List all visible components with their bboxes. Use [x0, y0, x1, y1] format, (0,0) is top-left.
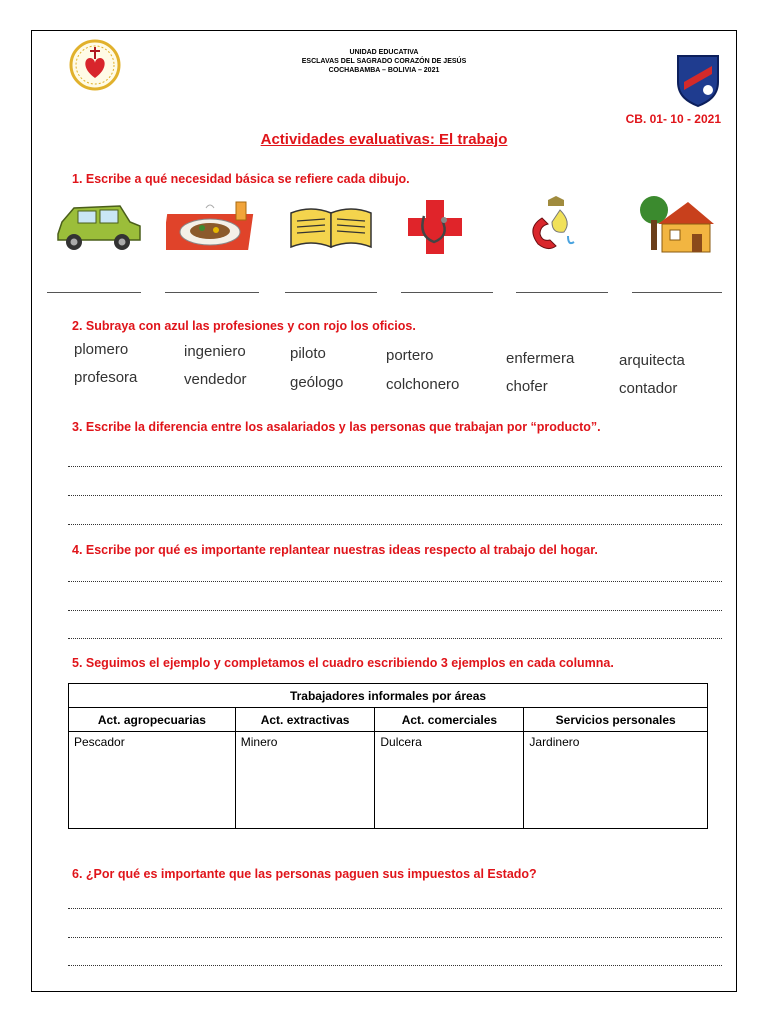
table-header: Act. comerciales — [375, 708, 524, 732]
table-cell[interactable]: Minero — [235, 732, 375, 829]
answer-line-2[interactable] — [165, 292, 259, 293]
answer-dotted-line[interactable] — [68, 610, 722, 611]
book-icon — [287, 205, 375, 251]
table-cell[interactable]: Dulcera — [375, 732, 524, 829]
answer-line-4[interactable] — [401, 292, 493, 293]
answer-line-1[interactable] — [47, 292, 141, 293]
table-cell[interactable]: Pescador — [69, 732, 236, 829]
word-item[interactable]: enfermera — [506, 350, 575, 367]
word-item[interactable]: piloto — [290, 345, 326, 362]
word-item[interactable]: chofer — [506, 378, 548, 395]
header-location: COCHABAMBA – BOLIVIA – 2021 — [328, 67, 440, 74]
table-row — [69, 732, 708, 829]
car-icon — [50, 198, 146, 254]
medical-cross-icon — [404, 196, 466, 258]
table-caption: Trabajadores informales por áreas — [69, 684, 708, 708]
word-item[interactable]: contador — [619, 380, 678, 397]
house-icon — [636, 192, 716, 258]
informal-workers-table — [68, 683, 708, 829]
table-header: Act. extractivas — [235, 708, 375, 732]
answer-dotted-line[interactable] — [68, 466, 722, 467]
answer-dotted-line[interactable] — [68, 524, 722, 525]
school-shield-logo — [674, 52, 722, 108]
answer-dotted-line[interactable] — [68, 581, 722, 582]
answer-dotted-line[interactable] — [68, 638, 722, 639]
word-item[interactable]: plomero — [74, 341, 129, 358]
question-1: 1. Escribe a qué necesidad básica se refiere cada dibujo. — [72, 172, 410, 186]
water-phone-icon — [522, 192, 590, 260]
word-item[interactable]: geólogo — [290, 374, 344, 391]
food-plate-icon — [166, 194, 260, 254]
word-item[interactable]: ingeniero — [184, 343, 246, 360]
question-3: 3. Escribe la diferencia entre los asalariados y las personas que trabajan por “producto”. — [72, 420, 601, 434]
answer-line-3[interactable] — [285, 292, 377, 293]
answer-line-5[interactable] — [516, 292, 608, 293]
question-5: 5. Seguimos el ejemplo y completamos el cuadro escribiendo 3 ejemplos en cada columna. — [72, 656, 614, 670]
answer-dotted-line[interactable] — [68, 965, 722, 966]
word-item[interactable]: colchonero — [386, 376, 460, 393]
worksheet-date: CB. 01- 10 - 2021 — [625, 112, 721, 126]
word-item[interactable]: portero — [386, 347, 434, 364]
question-6: 6. ¿Por qué es importante que las personas paguen sus impuestos al Estado? — [72, 867, 537, 881]
header-school-type: UNIDAD EDUCATIVA — [349, 49, 419, 56]
table-header: Servicios personales — [524, 708, 708, 732]
word-item[interactable]: vendedor — [184, 371, 247, 388]
question-4: 4. Escribe por qué es importante replantear nuestras ideas respecto al trabajo del hogar. — [72, 543, 598, 557]
answer-line-6[interactable] — [632, 292, 722, 293]
word-item[interactable]: profesora — [74, 369, 138, 386]
table-header: Act. agropecuarias — [69, 708, 236, 732]
answer-dotted-line[interactable] — [68, 937, 722, 938]
header-school-name: ESCLAVAS DEL SAGRADO CORAZÓN DE JESÚS — [301, 58, 467, 65]
table-cell[interactable]: Jardinero — [524, 732, 708, 829]
answer-dotted-line[interactable] — [68, 495, 722, 496]
answer-dotted-line[interactable] — [68, 908, 722, 909]
page-title: Actividades evaluativas: El trabajo — [260, 131, 508, 148]
question-2: 2. Subraya con azul las profesiones y con rojo los oficios. — [72, 319, 416, 333]
word-item[interactable]: arquitecta — [619, 352, 685, 369]
